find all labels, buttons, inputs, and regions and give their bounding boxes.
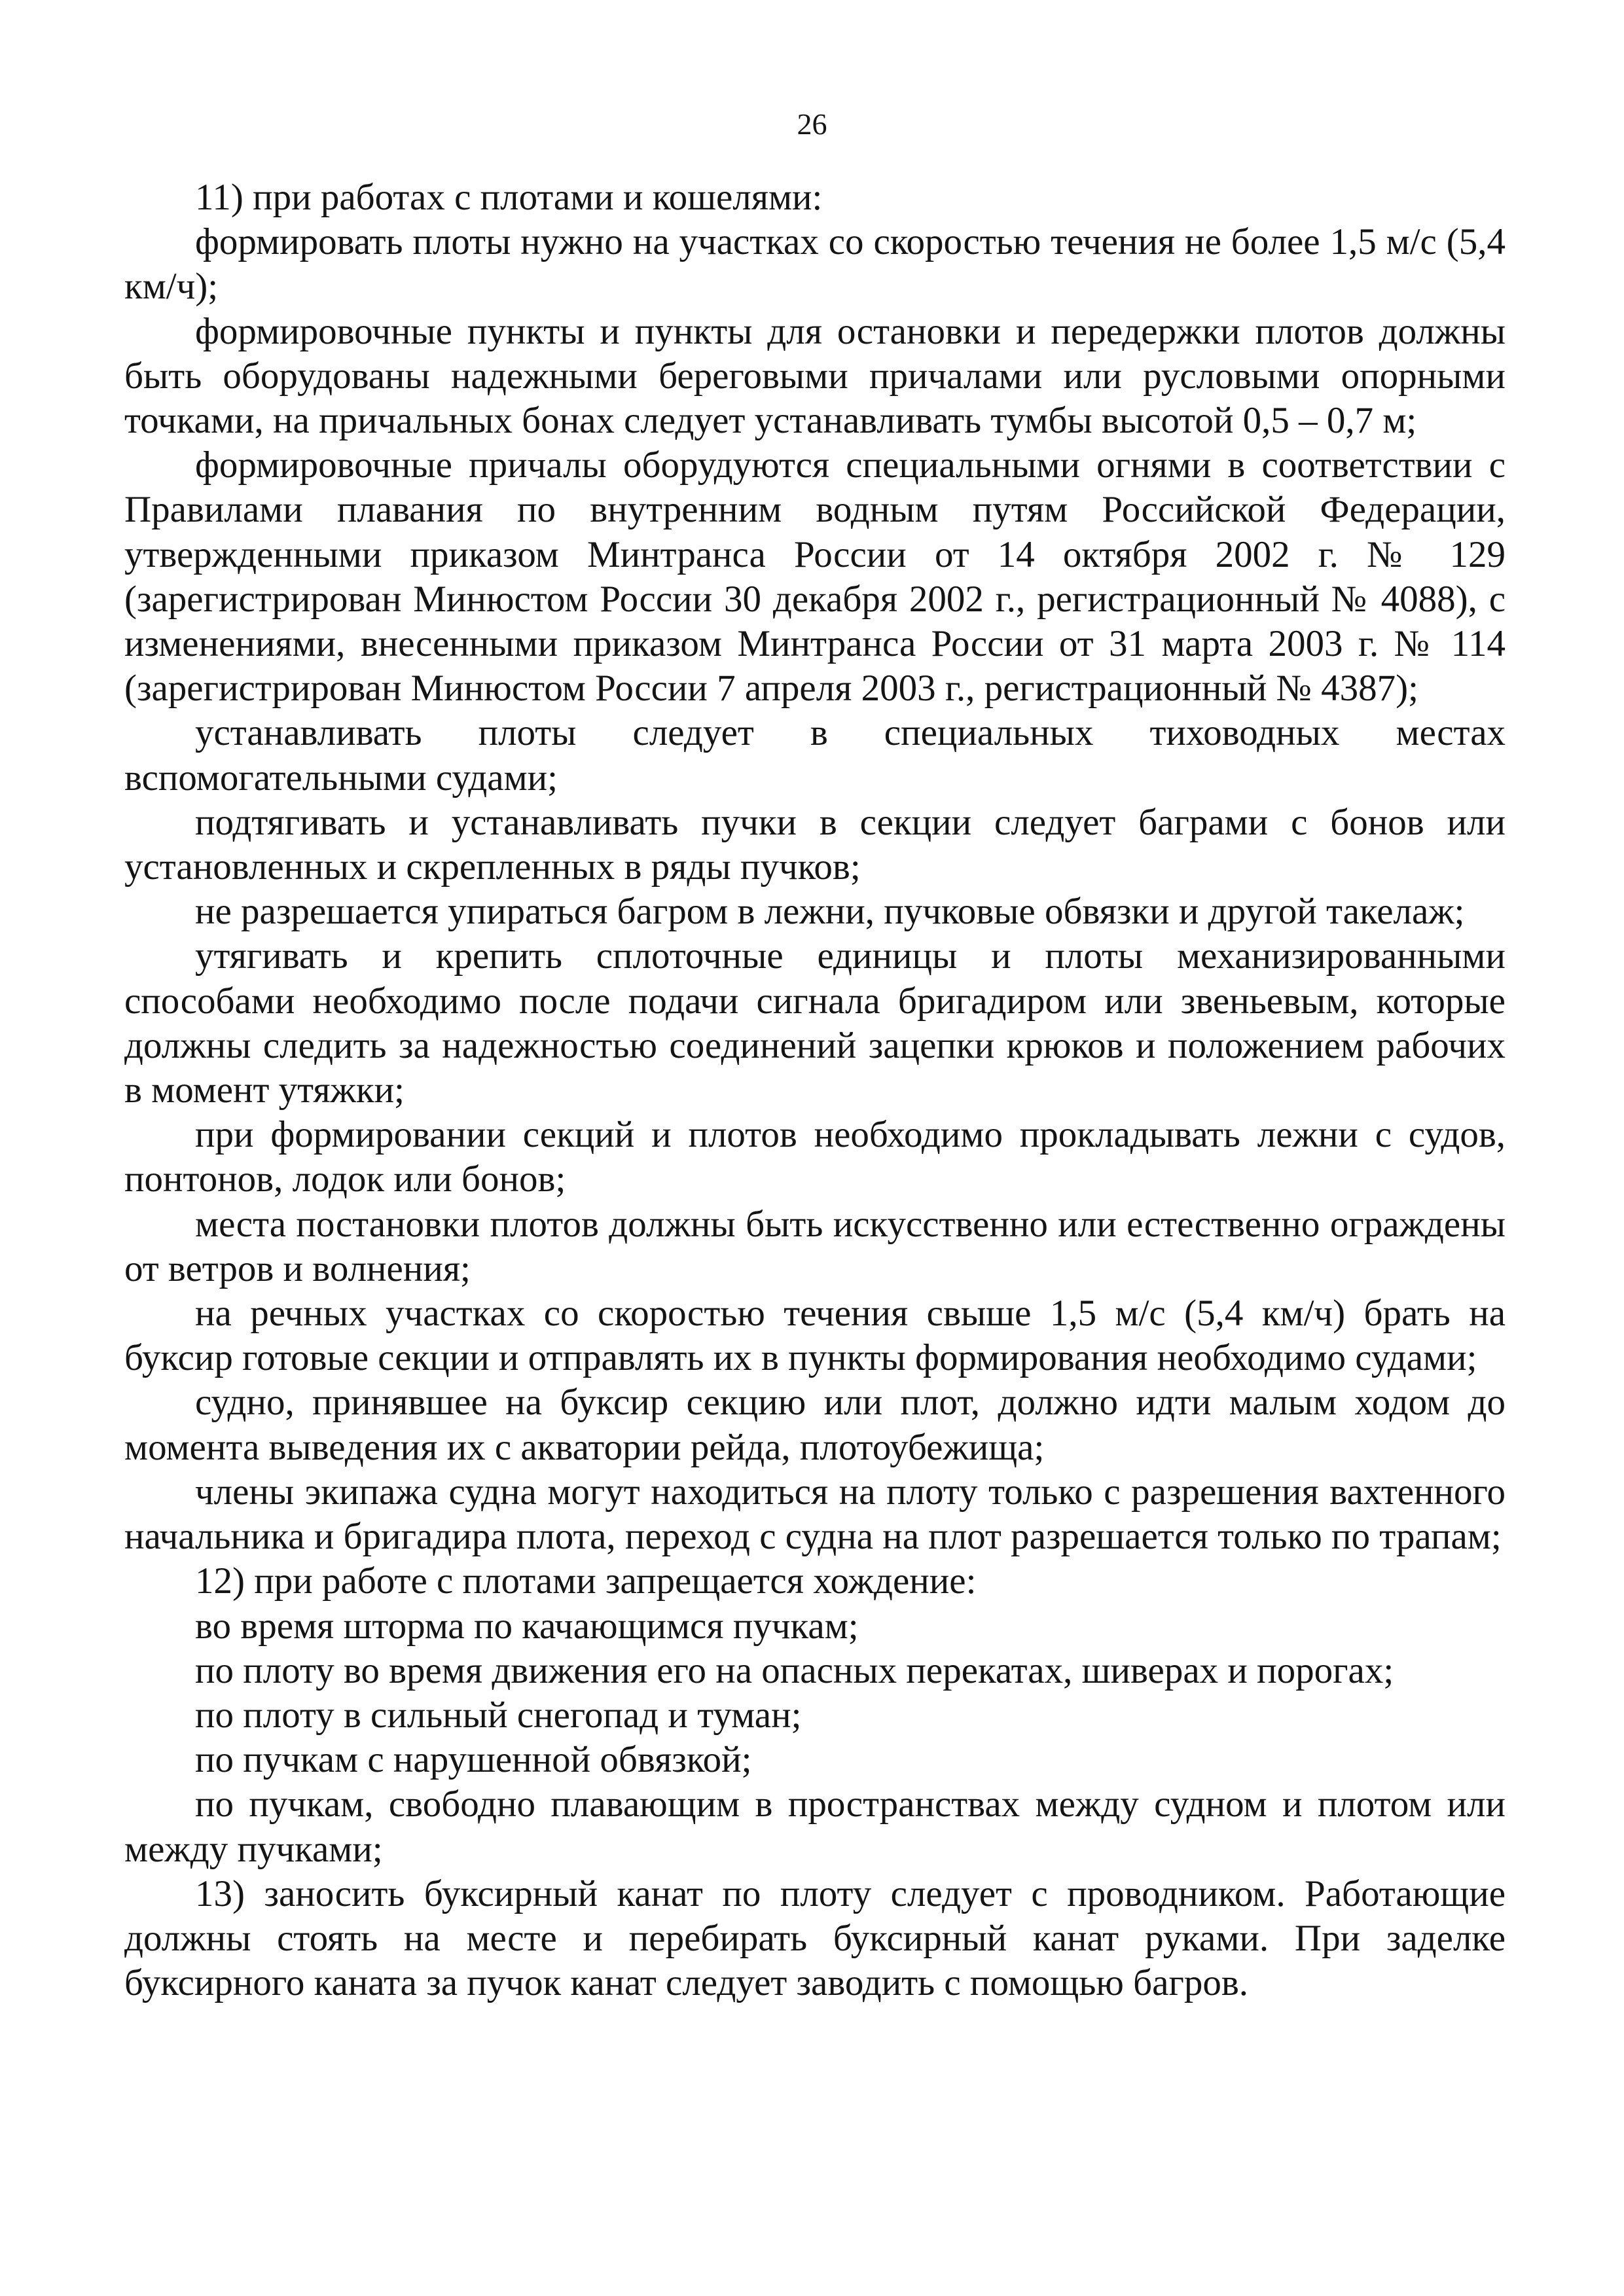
- paragraph: 13) заносить буксирный канат по плоту следует с проводником. Работающие должны стоять на месте и перебирать буксирный канат руками. При заделке буксирного каната за пучок канат следует заводить с помощью багров.: [124, 1873, 1506, 2004]
- paragraph: формировочные пункты и пункты для остановки и передержки плотов должны быть оборудованы надежными береговыми причалами или русловыми опорными точками, на причальных бонах следует устанавливать тумбы высотой 0,5 – 0,7 м;: [124, 310, 1506, 442]
- paragraph: устанавливать плоты следует в специальных тиховодных местах вспомогательными судами;: [124, 712, 1506, 798]
- paragraph: по пучкам с нарушенной обвязкой;: [195, 1739, 752, 1781]
- paragraph: судно, принявшее на буксир секцию или плот, должно идти малым ходом до момента выведения их с акватории рейда, плотоубежища;: [124, 1382, 1506, 1468]
- paragraph: по плоту в сильный снегопад и туман;: [195, 1694, 802, 1736]
- paragraph: подтягивать и устанавливать пучки в секции следует баграми с бонов или установленных и скрепленных в ряды пучков;: [124, 801, 1506, 888]
- paragraph: по плоту во время движения его на опасных перекатах, шиверах и порогах;: [195, 1649, 1394, 1691]
- paragraph: на речных участках со скоростью течения свыше 1,5 м/с (5,4 км/ч) брать на буксир готовые секции и отправлять их в пункты формирования необходимо судами;: [124, 1293, 1506, 1379]
- paragraph: по пучкам, свободно плавающим в пространствах между судном и плотом или между пучками;: [124, 1784, 1506, 1870]
- paragraph: утягивать и крепить сплоточные единицы и плоты механизированными способами необходимо после подачи сигнала бригадиром или звеньевым, которые должны следить за надежностью соединений зацепки крюков и положением рабочих в момент утяжки;: [124, 935, 1506, 1111]
- paragraph: 11) при работах с плотами и кошелями:: [195, 177, 823, 218]
- page-number: 26: [797, 107, 827, 141]
- paragraph: места постановки плотов должны быть искусственно или естественно ограждены от ветров и волнения;: [124, 1203, 1506, 1289]
- paragraph: 12) при работе с плотами запрещается хождение:: [195, 1560, 977, 1602]
- paragraph: во время шторма по качающимся пучкам;: [195, 1605, 859, 1647]
- paragraph: формировочные причалы оборудуются специальными огнями в соответствии с Правилами плавания по внутренним водным путям Российской Федерации, утвержденными приказом Минтранса России от 14 октября 2002 г. № 129 (зарегистрирован Минюстом России 30 декабря 2002 г., регистрационный № 4088), с изменениями, внесенными приказом Минтранса России от 31 марта 2003 г. № 114 (зарегистрирован Минюстом России 7 апреля 2003 г., регистрационный № 4387);: [124, 444, 1506, 709]
- paragraph: не разрешается упираться багром в лежни, пучковые обвязки и другой такелаж;: [195, 891, 1465, 933]
- paragraph: члены экипажа судна могут находиться на плоту только с разрешения вахтенного начальника и бригадира плота, переход с судна на плот разрешается только по трапам;: [124, 1471, 1506, 1558]
- paragraph: при формировании секций и плотов необходимо прокладывать лежни с судов, понтонов, лодок или бонов;: [124, 1114, 1506, 1200]
- document-body: [124, 175, 1506, 2005]
- paragraph: формировать плоты нужно на участках со скоростью течения не более 1,5 м/с (5,4 км/ч);: [124, 221, 1506, 308]
